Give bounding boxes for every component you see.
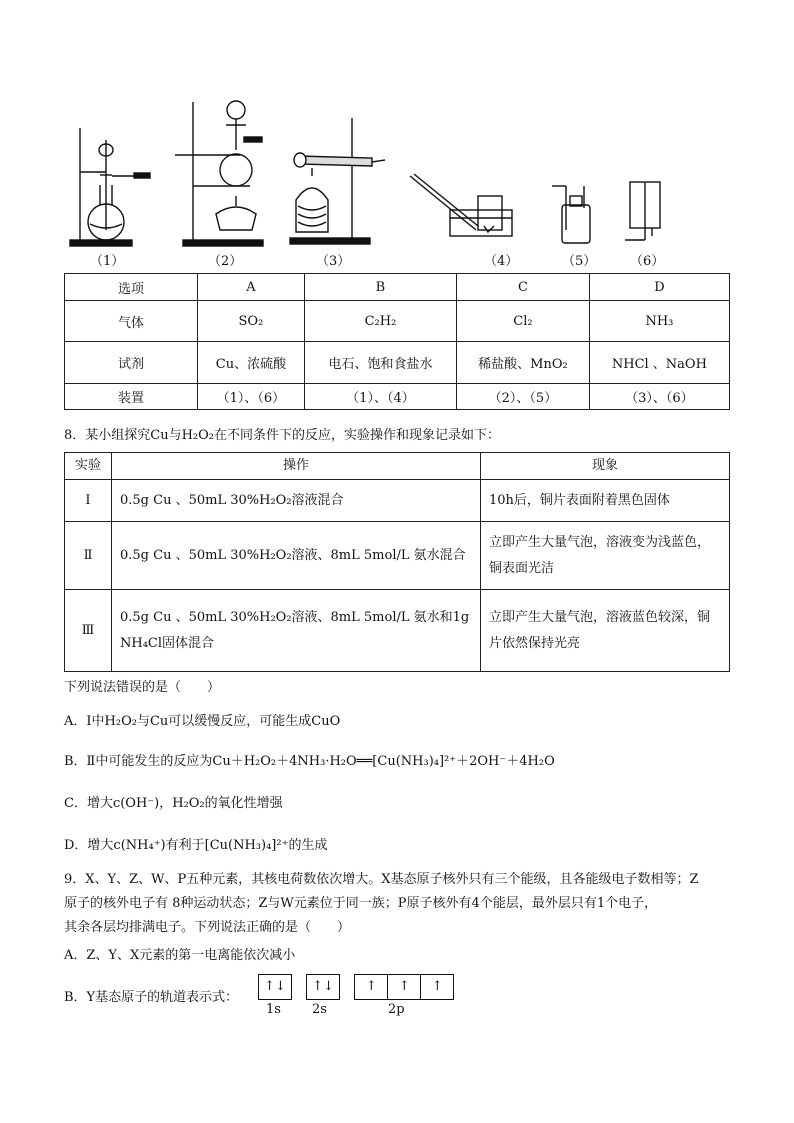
q8-option-d: D．增大c(NH₄⁺)有利于[Cu(NH₃)₄]²⁺的生成 <box>64 838 328 853</box>
table1-cell: 气体 <box>65 301 198 342</box>
table1-header-cell: D <box>589 274 729 301</box>
orbital-label-1s: 1s <box>266 1002 281 1017</box>
exp-observation: 立即产生大量气泡，溶液变为浅蓝色，铜表面光洁 <box>481 522 730 590</box>
table1-cell: NHCl 、NaOH <box>589 342 729 384</box>
orbital-box-2p: ↑ <box>421 974 454 1000</box>
apparatus-figure <box>0 0 794 250</box>
q9-option-a: A．Z、Y、X元素的第一电离能依次减小 <box>64 948 296 963</box>
exp-observation: 10h后，铜片表面附着黑色固体 <box>481 480 730 522</box>
exp-operation: 0.5g Cu 、50mL 30%H₂O₂溶液、8mL 5mol/L 氨水混合 <box>112 522 481 590</box>
label-apparatus-1: （1） <box>90 254 125 269</box>
q9-stem-line: 其余各层均排满电子。下列说法正确的是（ ） <box>64 920 351 935</box>
q8-option-a: A．Ⅰ中H₂O₂与Cu可以缓慢反应，可能生成CuO <box>64 714 341 729</box>
exp-id: Ⅰ <box>65 480 112 522</box>
apparatus-4 <box>410 174 512 236</box>
table1-header-cell: B <box>304 274 456 301</box>
exp-operation: 0.5g Cu 、50mL 30%H₂O₂溶液混合 <box>112 480 481 522</box>
table1-cell: （1）、（4） <box>304 384 456 410</box>
exp-header-cell: 操作 <box>112 453 481 480</box>
table1-cell: 装置 <box>65 384 198 410</box>
exp-operation: 0.5g Cu 、50mL 30%H₂O₂溶液、8mL 5mol/L 氨水和1g NH₄Cl固体混合 <box>112 590 481 672</box>
orbital-diagram <box>258 974 454 1000</box>
q9-option-b: B．Y基态原子的轨道表示式： <box>64 990 239 1005</box>
table1-cell: （1）、（6） <box>198 384 305 410</box>
orbital-box-2s: ↑↓ <box>306 974 340 1000</box>
table1-header-cell: 选项 <box>65 274 198 301</box>
orbital-label-2p: 2p <box>388 1002 405 1017</box>
q8-stem: 8．某小组探究Cu与H₂O₂在不同条件下的反应，实验操作和现象记录如下： <box>64 428 501 443</box>
orbital-box-1s: ↑↓ <box>258 974 292 1000</box>
q8-option-b: B．Ⅱ中可能发生的反应为Cu＋H₂O₂＋4NH₃·H₂O══[Cu(NH₃)₄]²⁺＋2OH⁻＋4H₂O <box>64 754 555 769</box>
label-apparatus-6: （6） <box>630 254 665 269</box>
table1-cell: SO₂ <box>198 301 305 342</box>
table1-cell: Cu、浓硫酸 <box>198 342 305 384</box>
table1-cell: Cl₂ <box>457 301 590 342</box>
table1-cell: 稀盐酸、MnO₂ <box>457 342 590 384</box>
table1-cell: 试剂 <box>65 342 198 384</box>
table1-cell: （3）、（6） <box>589 384 729 410</box>
orbital-label-2s: 2s <box>312 1002 327 1017</box>
orbital-box-2p: ↑ <box>354 974 388 1000</box>
exp-header-cell: 现象 <box>481 453 730 480</box>
exp-id: Ⅱ <box>65 522 112 590</box>
table1-cell: C₂H₂ <box>304 301 456 342</box>
exp-id: Ⅲ <box>65 590 112 672</box>
q9-stem-line: 原子的核外电子有 8种运动状态；Z与W元素位于同一族；P原子核外有4个能层，最外层只有1个电子， <box>64 896 658 911</box>
table1-header-cell: A <box>198 274 305 301</box>
apparatus-6 <box>625 182 660 240</box>
exp-header-cell: 实验 <box>65 453 112 480</box>
q8-option-c: C．增大c(OH⁻)，H₂O₂的氧化性增强 <box>64 796 283 811</box>
apparatus-2 <box>175 101 263 246</box>
experiment-table <box>64 452 730 672</box>
label-apparatus-2: （2） <box>208 254 243 269</box>
q9-stem-line: 9．X、Y、Z、W、P五种元素，其核电荷数依次增大。X基态原子核外只有三个能级，且各能级电子数相等；Z <box>64 872 699 887</box>
apparatus-1 <box>70 128 150 246</box>
label-apparatus-4: （4） <box>484 254 519 269</box>
q8-question: 下列说法错误的是（ ） <box>64 680 221 695</box>
apparatus-3 <box>290 118 385 244</box>
apparatus-5 <box>552 186 590 243</box>
gas-options-table <box>64 273 730 410</box>
orbital-box-2p: ↑ <box>388 974 421 1000</box>
label-apparatus-5: （5） <box>562 254 597 269</box>
exp-observation: 立即产生大量气泡，溶液蓝色较深，铜片依然保持光亮 <box>481 590 730 672</box>
label-apparatus-3: （3） <box>316 254 351 269</box>
table1-cell: 电石、饱和食盐水 <box>304 342 456 384</box>
table1-header-cell: C <box>457 274 590 301</box>
table1-cell: NH₃ <box>589 301 729 342</box>
table1-cell: （2）、（5） <box>457 384 590 410</box>
